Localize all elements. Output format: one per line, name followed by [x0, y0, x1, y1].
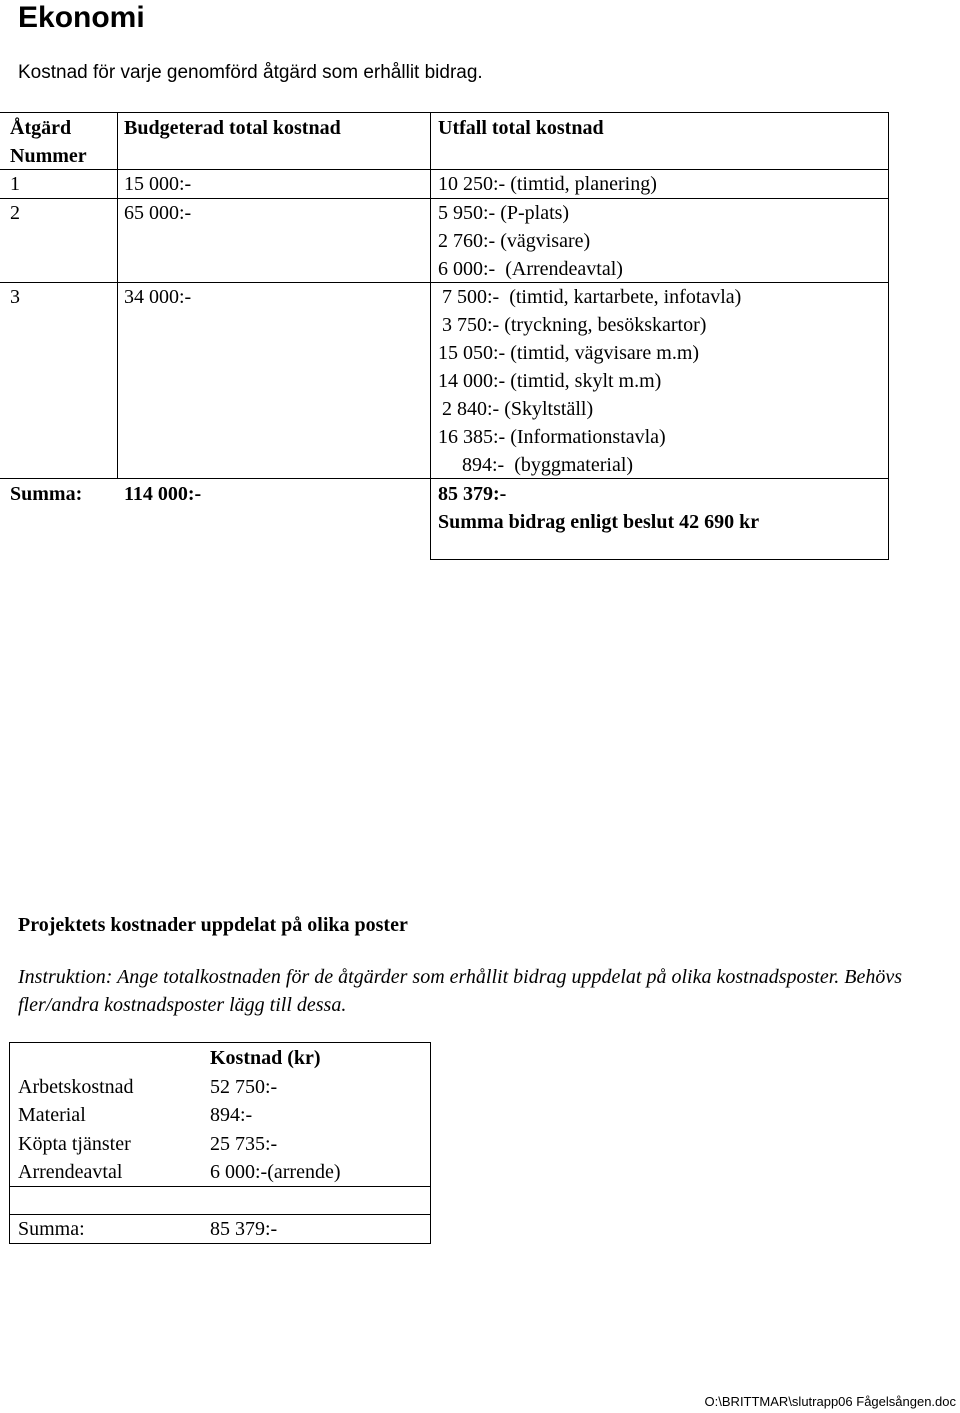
section-title: Projektets kostnader uppdelat på olika poster	[18, 914, 408, 936]
post-value: 52 750:-	[210, 1076, 278, 1098]
row-utfall-line: 894:- (byggmaterial)	[462, 454, 634, 476]
row-utfall-line: 14 000:- (timtid, skylt m.m)	[438, 370, 662, 392]
row-utfall-line: 6 000:- (Arrendeavtal)	[438, 258, 623, 280]
row-utfall-line: 2 840:- (Skyltställ)	[442, 398, 594, 420]
summa-label: Summa:	[18, 1218, 85, 1240]
row-nummer: 1	[10, 173, 20, 195]
post-label: Arrendeavtal	[18, 1161, 123, 1183]
header-utfall: Utfall total kostnad	[438, 117, 604, 139]
post-label: Köpta tjänster	[18, 1133, 131, 1155]
header-nummer: Nummer	[10, 145, 87, 167]
row-utfall-line: 15 050:- (timtid, vägvisare m.m)	[438, 342, 700, 364]
summa-value: 85 379:-	[210, 1218, 278, 1240]
row-nummer: 3	[10, 286, 20, 308]
post-value: 894:-	[210, 1104, 253, 1126]
footer-path: O:\BRITTMAR\slutrapp06 Fågelsången.doc	[704, 1394, 956, 1409]
page-title: Ekonomi	[18, 1, 145, 34]
row-utfall-line: 7 500:- (timtid, kartarbete, infotavla)	[442, 286, 742, 308]
post-label: Material	[18, 1104, 86, 1126]
row-budget: 15 000:-	[124, 173, 192, 195]
row-utfall-line: 2 760:- (vägvisare)	[438, 230, 591, 252]
row-budget: 34 000:-	[124, 286, 192, 308]
row-budget: 65 000:-	[124, 202, 192, 224]
kostnad-header: Kostnad (kr)	[210, 1047, 321, 1069]
row-utfall-line: 16 385:- (Informationstavla)	[438, 426, 666, 448]
summa-budget: 114 000:-	[124, 483, 202, 505]
row-nummer: 2	[10, 202, 20, 224]
row-utfall-line: 3 750:- (tryckning, besökskartor)	[442, 314, 707, 336]
row-utfall-line: 10 250:- (timtid, planering)	[438, 173, 657, 195]
header-budget: Budgeterad total kostnad	[124, 117, 341, 139]
summa-bidrag: Summa bidrag enligt beslut 42 690 kr	[438, 511, 760, 533]
post-label: Arbetskostnad	[18, 1076, 134, 1098]
intro-text: Kostnad för varje genomförd åtgärd som erhållit bidrag.	[18, 62, 483, 83]
instruction-text: Instruktion: Ange totalkostnaden för de åtgärder som erhållit bidrag uppdelat på olika kostnadsposter. Behövs fler/andra kostnadsposter lägg till dessa.	[18, 966, 903, 1016]
summa-label: Summa:	[10, 483, 83, 505]
post-value: 25 735:-	[210, 1133, 278, 1155]
header-atgard: Åtgärd	[10, 117, 72, 139]
row-utfall-line: 5 950:- (P-plats)	[438, 202, 570, 224]
post-value: 6 000:-(arrende)	[210, 1161, 341, 1183]
summa-utfall: 85 379:-	[438, 483, 507, 505]
